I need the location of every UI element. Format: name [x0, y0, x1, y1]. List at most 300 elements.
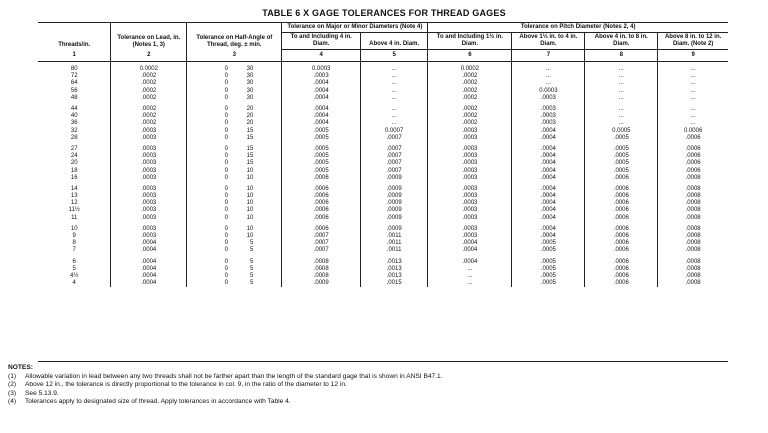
table-cell: .0005 [512, 273, 585, 280]
table-cell: ... [512, 80, 585, 87]
table-cell: .0005 [585, 167, 658, 174]
table-cell: .0004 [512, 160, 585, 167]
table-cell: .0003 [428, 233, 512, 240]
table-cell: .0004 [428, 247, 512, 254]
table-cell: .0006 [282, 175, 361, 182]
table-cell: .0003 [111, 200, 187, 207]
table-cell: .0003 [111, 167, 187, 174]
table-cell: .0002 [428, 80, 512, 87]
table-cell: .0003 [428, 215, 512, 222]
table-cell: .0003 [111, 128, 187, 135]
table-cell: ... [585, 95, 658, 102]
table-cell: .0003 [111, 135, 187, 142]
table-cell: .0003 [428, 146, 512, 153]
table-cell: .0009 [282, 280, 361, 287]
note-number: (4) [8, 398, 17, 406]
table-row [38, 167, 728, 174]
table-cell: ... [360, 88, 427, 95]
table-cell: 0.0002 [111, 66, 187, 73]
table-cell: 27 [70, 145, 78, 152]
table-title: TABLE 6 X GAGE TOLERANCES FOR THREAD GAGES [262, 8, 506, 18]
table-cell: .0003 [428, 200, 512, 207]
table-cell: 0 20 [187, 120, 282, 127]
table-cell: 0.0006 [658, 128, 728, 135]
table-cell: .0006 [585, 226, 658, 233]
table-cell: .0009 [360, 226, 427, 233]
note-text: Above 12 in., the tolerance is directly proportional to the tolerance in col. 9, in the ratio of the diameter to 12 in. [25, 381, 347, 389]
table-cell: 24 [70, 153, 78, 160]
tolerance-table [38, 22, 728, 287]
table-cell: ... [658, 113, 728, 120]
table-cell: .0006 [585, 175, 658, 182]
table-cell: .0008 [658, 175, 728, 182]
table-cell: .0002 [111, 88, 187, 95]
table-cell: .0005 [282, 135, 361, 142]
table-cell: .0003 [512, 95, 585, 102]
note-text: Allowable variation in lead between any two threads shall not be farther apart than the length of the standard gage that is shown in ANSI B47.1. [25, 372, 443, 380]
table-cell: .0007 [360, 135, 427, 142]
table-cell: 0 5 [187, 240, 282, 247]
note-item [8, 381, 748, 390]
table-cell: .0003 [512, 106, 585, 113]
table-cell: .0008 [282, 259, 361, 266]
table-cell: .0004 [512, 215, 585, 222]
table-cell: .0003 [428, 167, 512, 174]
column-number: 2 [111, 50, 187, 62]
table-cell: ... [585, 73, 658, 80]
table-cell: .0003 [111, 193, 187, 200]
table-cell: .0002 [428, 73, 512, 80]
table-cell: .0008 [658, 226, 728, 233]
table-cell: 72 [70, 73, 78, 80]
table-cell: .0013 [360, 259, 427, 266]
column-number: 9 [658, 50, 728, 62]
table-cell: .0005 [282, 146, 361, 153]
table-cell: .0005 [512, 259, 585, 266]
table-cell: ... [658, 66, 728, 73]
table-cell: .0004 [512, 233, 585, 240]
table-cell: .0009 [360, 200, 427, 207]
table-cell: .0011 [360, 247, 427, 254]
table-cell: .0006 [282, 207, 361, 214]
table-cell: .0006 [658, 146, 728, 153]
table-cell: .0006 [658, 153, 728, 160]
table-cell: .0006 [585, 259, 658, 266]
table-cell: 0 5 [187, 259, 282, 266]
table-cell: .0002 [428, 120, 512, 127]
table-cell: .0005 [282, 160, 361, 167]
table-row [38, 226, 728, 233]
table-cell: .0005 [512, 280, 585, 287]
table-cell: 0 10 [187, 233, 282, 240]
table-cell: 0 10 [187, 226, 282, 233]
table-cell: .0003 [282, 73, 361, 80]
table-cell: 7 [72, 247, 76, 254]
table-cell: 0 30 [187, 73, 282, 80]
table-cell: 0.0002 [428, 66, 512, 73]
table-cell: .0004 [282, 80, 361, 87]
table-row [38, 160, 728, 167]
table-cell: .0003 [428, 207, 512, 214]
table-row [38, 215, 728, 222]
table-cell: 36 [70, 120, 78, 127]
table-cell: 6 [72, 258, 76, 265]
note-text: Tolerances apply to designated size of thread. Apply tolerances in accordance with Table 4. [25, 398, 291, 406]
table-cell: 0 5 [187, 247, 282, 254]
note-item [8, 398, 748, 407]
table-cell: 0 10 [187, 193, 282, 200]
table-cell: 4½ [70, 272, 79, 279]
table-row [38, 128, 728, 135]
table-row [38, 73, 728, 80]
table-cell: 18 [70, 167, 78, 174]
header-major-above-4in: Above 4 in. Diam. [360, 33, 427, 50]
table-cell: .0006 [585, 207, 658, 214]
table-cell: .0008 [658, 280, 728, 287]
table-cell: .0004 [512, 153, 585, 160]
notes-header: NOTES: [8, 364, 33, 371]
table-cell: ... [585, 106, 658, 113]
table-bottom-rule [38, 361, 728, 362]
table-cell: ... [428, 266, 512, 273]
table-cell: .0007 [360, 153, 427, 160]
table-cell: .0004 [512, 207, 585, 214]
table-cell: .0008 [282, 266, 361, 273]
table-cell: .0002 [111, 95, 187, 102]
table-cell: .0004 [282, 106, 361, 113]
table-cell: .0006 [585, 193, 658, 200]
table-cell: .0008 [658, 273, 728, 280]
table-cell: 0 10 [187, 215, 282, 222]
table-cell: .0011 [360, 233, 427, 240]
table-cell: .0005 [282, 153, 361, 160]
table-cell: .0006 [585, 266, 658, 273]
table-cell: .0004 [512, 193, 585, 200]
table-cell: .0004 [512, 128, 585, 135]
table-cell: .0004 [512, 226, 585, 233]
table-cell: .0004 [282, 113, 361, 120]
table-row [38, 186, 728, 193]
table-cell: .0006 [585, 233, 658, 240]
table-cell: .0005 [585, 160, 658, 167]
table-row [38, 266, 728, 273]
header-half-angle-tolerance: Tolerance on Half-Angle of Thread, deg. ± min. [187, 23, 282, 50]
table-cell: 44 [70, 106, 78, 113]
table-cell: .0006 [585, 273, 658, 280]
table-cell: 10 [70, 225, 78, 232]
table-cell: 0 20 [187, 106, 282, 113]
table-cell: .0003 [512, 120, 585, 127]
column-number: 4 [282, 50, 361, 62]
table-cell: .0003 [111, 175, 187, 182]
table-row [38, 106, 728, 113]
table-cell: 0 30 [187, 88, 282, 95]
table-cell: .0002 [428, 95, 512, 102]
note-number: (1) [8, 372, 17, 380]
table-cell: .0004 [111, 273, 187, 280]
table-cell: .0008 [658, 259, 728, 266]
table-cell: .0008 [658, 207, 728, 214]
table-cell: .0006 [282, 186, 361, 193]
table-cell: .0008 [658, 193, 728, 200]
table-cell: .0004 [512, 200, 585, 207]
table-row [38, 120, 728, 127]
table-cell: 12 [70, 200, 78, 207]
header-major-to-4in: To and Including 4 in. Diam. [282, 33, 361, 50]
table-cell: 0 10 [187, 186, 282, 193]
table-cell: .0003 [111, 226, 187, 233]
table-cell: 28 [70, 134, 78, 141]
table-row [38, 146, 728, 153]
table-cell: ... [658, 95, 728, 102]
table-row [38, 247, 728, 254]
table-cell: ... [585, 88, 658, 95]
table-cell: 0 5 [187, 273, 282, 280]
table-cell: 40 [70, 113, 78, 120]
table-cell: .0004 [512, 135, 585, 142]
table-row [38, 153, 728, 160]
table-cell: .0003 [428, 193, 512, 200]
table-cell: .0005 [512, 266, 585, 273]
table-cell: 13 [70, 193, 78, 200]
header-pitch-8-to-12in: Above 8 in. to 12 in. Diam. (Note 2) [658, 33, 728, 50]
table-cell: .0006 [658, 167, 728, 174]
table-cell: ... [585, 120, 658, 127]
table-cell: ... [585, 80, 658, 87]
table-cell: .0005 [282, 167, 361, 174]
table-cell: .0003 [111, 153, 187, 160]
table-row [38, 175, 728, 182]
column-number: 8 [585, 50, 658, 62]
table-cell: ... [585, 66, 658, 73]
table-cell: 0.0003 [282, 66, 361, 73]
table-cell: 0 5 [187, 280, 282, 287]
table-cell: .0003 [111, 186, 187, 193]
table-cell: .0009 [360, 175, 427, 182]
table-cell: .0009 [360, 186, 427, 193]
table-cell: 0 10 [187, 167, 282, 174]
table-row [38, 259, 728, 266]
table-cell: .0009 [360, 207, 427, 214]
table-cell: .0006 [282, 200, 361, 207]
table-row [38, 66, 728, 73]
table-cell: .0015 [360, 280, 427, 287]
table-cell: 0 20 [187, 113, 282, 120]
table-row [38, 135, 728, 142]
table-cell: .0004 [512, 146, 585, 153]
table-cell: .0003 [428, 160, 512, 167]
table-cell: ... [658, 106, 728, 113]
table-cell: .0002 [428, 88, 512, 95]
column-number: 6 [428, 50, 512, 62]
table-cell: 16 [70, 174, 78, 181]
table-cell: 0 15 [187, 135, 282, 142]
table-cell: .0009 [360, 193, 427, 200]
table-cell: .0003 [428, 128, 512, 135]
column-number: 5 [360, 50, 427, 62]
table-cell: .0002 [111, 120, 187, 127]
table-cell: 56 [70, 87, 78, 94]
table-cell: 11 [71, 214, 78, 221]
table-cell: .0004 [111, 240, 187, 247]
table-cell: .0002 [111, 80, 187, 87]
notes-section [8, 364, 748, 407]
header-pitch-diameter-group: Tolerance on Pitch Diameter (Notes 2, 4) [428, 23, 728, 33]
table-cell: ... [360, 120, 427, 127]
table-row [38, 207, 728, 214]
table-cell: .0003 [111, 146, 187, 153]
table-row [38, 233, 728, 240]
table-cell: 0 5 [187, 266, 282, 273]
table-cell: ... [360, 95, 427, 102]
table-cell: 11½ [68, 207, 80, 214]
table-cell: 0 30 [187, 80, 282, 87]
table-cell: .0003 [428, 153, 512, 160]
table-cell: .0008 [658, 200, 728, 207]
table-cell: .0006 [585, 186, 658, 193]
table-cell: .0007 [282, 240, 361, 247]
note-text: See 5.13.9. [25, 389, 59, 397]
table-cell: 0 15 [187, 128, 282, 135]
table-cell: .0003 [111, 215, 187, 222]
table-cell: .0011 [360, 240, 427, 247]
table-cell: .0013 [360, 273, 427, 280]
table-cell: .0009 [360, 215, 427, 222]
table-cell: .0002 [428, 113, 512, 120]
table-cell: .0003 [428, 135, 512, 142]
note-item [8, 373, 748, 382]
table-cell: ... [360, 113, 427, 120]
table-cell: ... [658, 88, 728, 95]
table-cell: ... [360, 106, 427, 113]
table-cell: 64 [70, 80, 78, 87]
table-cell: 48 [70, 94, 78, 101]
table-row [38, 280, 728, 287]
table-cell: .0006 [658, 135, 728, 142]
table-cell: ... [658, 120, 728, 127]
table-cell: .0006 [282, 193, 361, 200]
note-item [8, 390, 748, 399]
table-cell: 0.0007 [360, 128, 427, 135]
table-cell: 80 [70, 66, 78, 73]
table-cell: ... [360, 80, 427, 87]
header-major-minor-group: Tolerance on Major or Minor Diameters (Note 4) [282, 23, 428, 33]
table-cell: 0 10 [187, 175, 282, 182]
table-row [38, 80, 728, 87]
table-cell: 9 [72, 233, 76, 240]
table-cell: 0.0005 [585, 128, 658, 135]
table-cell: ... [360, 73, 427, 80]
table-cell: ... [428, 280, 512, 287]
table-cell: .0006 [585, 247, 658, 254]
table-cell: ... [512, 66, 585, 73]
table-cell: ... [512, 73, 585, 80]
column-number: 7 [512, 50, 585, 62]
table-cell: 8 [72, 240, 76, 247]
table-row [38, 200, 728, 207]
table-cell: .0007 [360, 160, 427, 167]
table-cell: .0004 [428, 240, 512, 247]
table-cell: .0002 [111, 113, 187, 120]
table-cell: 0.0003 [512, 88, 585, 95]
table-cell: .0003 [111, 233, 187, 240]
table-cell: .0003 [512, 113, 585, 120]
table-cell: 0 30 [187, 95, 282, 102]
table-cell: .0003 [428, 175, 512, 182]
table-cell: .0002 [428, 106, 512, 113]
table-cell: .0007 [360, 146, 427, 153]
table-cell: .0003 [428, 226, 512, 233]
table-cell: .0007 [282, 247, 361, 254]
table-cell: .0005 [282, 128, 361, 135]
table-cell: 14 [70, 185, 78, 192]
table-cell: .0003 [428, 186, 512, 193]
table-cell: .0006 [282, 226, 361, 233]
table-cell: .0004 [282, 88, 361, 95]
table-cell: .0002 [111, 73, 187, 80]
table-cell: 5 [72, 265, 76, 272]
table-cell: .0004 [512, 167, 585, 174]
table-cell: .0004 [512, 186, 585, 193]
table-cell: .0005 [585, 146, 658, 153]
table-row [38, 88, 728, 95]
table-cell: .0008 [658, 240, 728, 247]
table-cell: .0008 [658, 186, 728, 193]
table-row [38, 113, 728, 120]
column-number: 3 [187, 50, 282, 62]
table-cell: .0004 [512, 175, 585, 182]
column-number: 1 [38, 50, 111, 62]
table-cell: .0006 [585, 240, 658, 247]
table-row [38, 95, 728, 102]
table-cell: ... [585, 113, 658, 120]
table-cell: .0004 [111, 266, 187, 273]
table-cell: .0006 [585, 200, 658, 207]
table-cell: .0004 [282, 120, 361, 127]
table-row [38, 193, 728, 200]
table-cell: .0006 [585, 280, 658, 287]
table-cell: .0005 [512, 240, 585, 247]
table-cell: .0002 [111, 106, 187, 113]
table-cell: ... [658, 73, 728, 80]
table-cell: ... [428, 273, 512, 280]
table-cell: 4 [72, 280, 76, 287]
header-pitch-1-5-to-4in: Above 1½ in. to 4 in. Diam. [512, 33, 585, 50]
table-cell: 0 15 [187, 153, 282, 160]
table-cell: 0 30 [187, 66, 282, 73]
table-cell: 0 15 [187, 160, 282, 167]
table-cell: .0003 [111, 160, 187, 167]
table-cell: .0003 [111, 207, 187, 214]
table-cell: .0005 [585, 135, 658, 142]
table-cell: .0008 [282, 273, 361, 280]
table-cell: .0008 [658, 247, 728, 254]
table-cell: ... [360, 66, 427, 73]
table-cell: 20 [70, 160, 78, 167]
table-cell: .0008 [658, 215, 728, 222]
table-cell: 32 [70, 127, 78, 134]
table-cell: .0005 [512, 247, 585, 254]
note-number: (2) [8, 381, 17, 389]
table-cell: .0007 [360, 167, 427, 174]
header-pitch-to-1-5in: To and Including 1½ in. Diam. [428, 33, 512, 50]
table-cell: .0005 [585, 153, 658, 160]
table-cell: .0006 [585, 215, 658, 222]
note-number: (3) [8, 389, 17, 397]
table-row [38, 273, 728, 280]
table-cell: .0004 [111, 259, 187, 266]
table-cell: ... [658, 80, 728, 87]
